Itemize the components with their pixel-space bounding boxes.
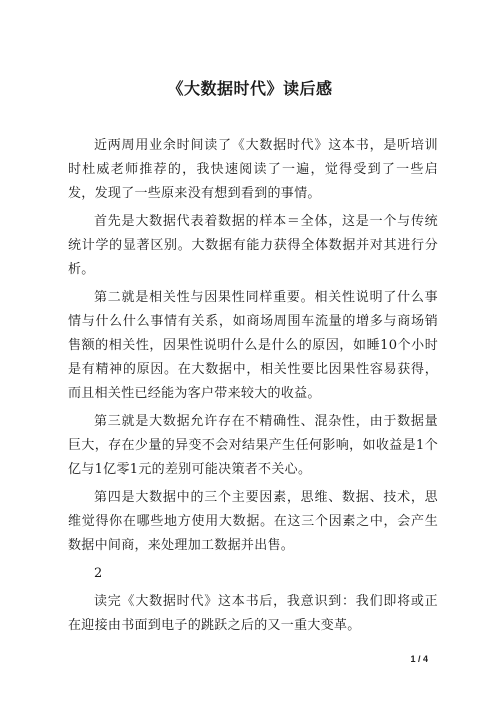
paragraph-reflection: 读完《大数据时代》这本书后，我意识到：我们即将或正在迎接由书面到电子的跳跃之后的又一重大变革。 [68, 594, 438, 633]
document-body [68, 134, 438, 642]
section-number: 2 [94, 566, 103, 581]
paragraph-fourth-point: 第四是大数据中的三个主要因素，思维、数据、技术，思维觉得你在哪些地方使用大数据。在这三个因素之中，会产生数据中间商，来处理加工数据并出售。 [68, 490, 438, 553]
paragraph-third-point: 第三就是大数据允许存在不精确性、混杂性，由于数据量巨大，存在少量的异变不会对结果产生任何影响，如收益是1个亿与1亿零1元的差别可能决策者不关心。 [68, 414, 438, 477]
paragraph-second-point: 第二就是相关性与因果性同样重要。相关性说明了什么事情与什么什么事情有关系，如商场周围车流量的增多与商场销售额的相关性，因果性说明什么是什么的原因，如睡10个小时是有精神的原因。在大数据中，相关性要比因果性容易获得，而且相关性已经能为客户带来较大的收益。 [68, 290, 438, 401]
paragraph-first-point: 首先是大数据代表着数据的样本＝全体，这是一个与传统统计学的显著区别。大数据有能力获得全体数据并对其进行分析。 [68, 214, 438, 277]
document-title: 《大数据时代》读后感 [167, 79, 333, 98]
paragraph-intro: 近两周用业余时间读了《大数据时代》这本书，是听培训时杜威老师推荐的，我快速阅读了一遍，觉得受到了一些启发，发现了一些原来没有想到看到的事情。 [68, 138, 438, 201]
page-indicator: 1 / 4 [410, 654, 428, 664]
